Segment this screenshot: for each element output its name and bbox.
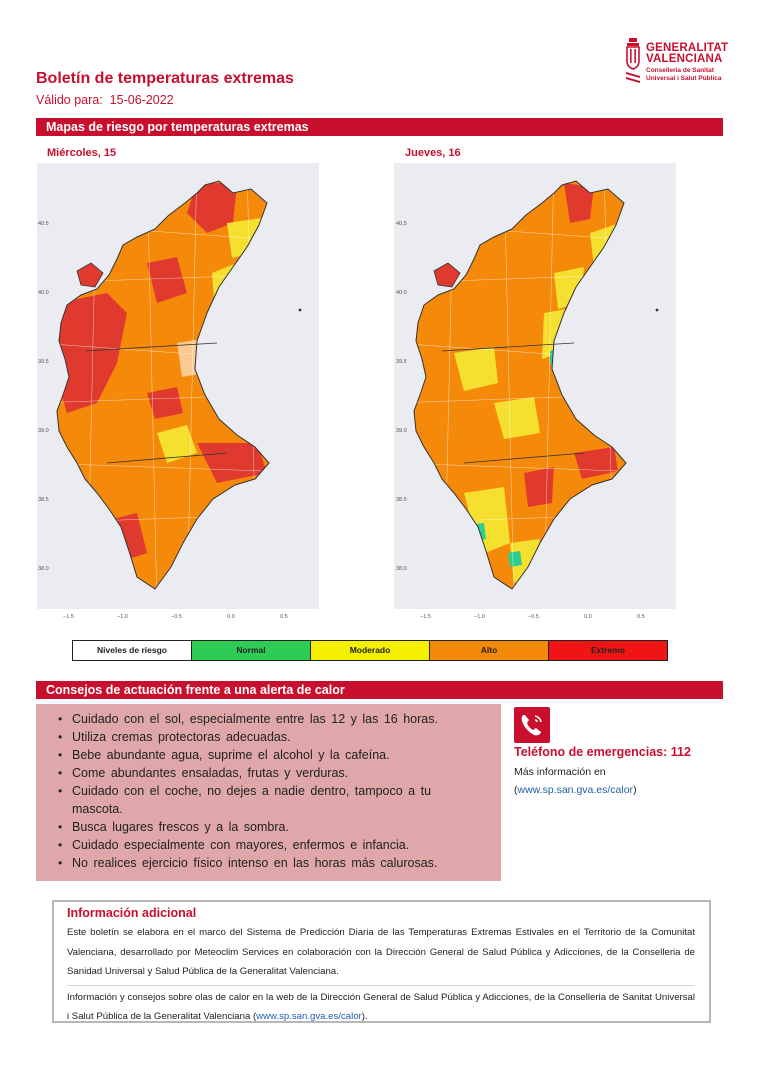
- generalitat-emblem-icon: [624, 38, 642, 84]
- advice-box: [36, 704, 501, 881]
- logo-name-line2: VALENCIANA: [646, 53, 723, 65]
- valid-label: Válido para:: [36, 93, 103, 107]
- maps-section-heading: Mapas de riesgo por temperaturas extremas: [36, 118, 723, 136]
- legend-normal: Normal: [192, 641, 311, 660]
- valid-date-line: [36, 93, 174, 107]
- legend-title: Niveles de riesgo: [73, 641, 192, 660]
- map2-ytick-395: 39.5: [396, 359, 407, 365]
- map2-ytick-390: 39.0: [396, 428, 407, 434]
- legend-moderado: Moderado: [311, 641, 430, 660]
- link-close-paren: ): [633, 784, 637, 796]
- map2-xtick-5: 0.5: [637, 614, 645, 620]
- more-info-link-line: [514, 784, 637, 796]
- calor-web-link[interactable]: www.sp.san.gva.es/calor: [517, 784, 634, 796]
- page-title: Boletín de temperaturas extremas: [36, 70, 294, 87]
- logo-sub-line2: Universal i Salut Pública: [646, 74, 722, 82]
- map2-ytick-405: 40.5: [396, 221, 407, 227]
- map1-xtick-3: −0.5: [171, 614, 182, 620]
- phone-icon: [514, 707, 550, 743]
- map1-ytick-395: 39.5: [38, 359, 49, 365]
- info-divider: [67, 985, 695, 986]
- advice-item: • Bebe abundante agua, suprime el alcohol y la cafeína.: [56, 746, 501, 764]
- map2-ytick-400: 40.0: [396, 290, 407, 296]
- map2-xtick-3: −0.5: [528, 614, 539, 620]
- advice-item: • No realices ejercicio físico intenso en las horas más calurosas.: [56, 854, 501, 872]
- map1-xtick-4: 0.0: [227, 614, 235, 620]
- link-open-paren: (: [514, 784, 518, 796]
- map1-xtick-2: −1.0: [117, 614, 128, 620]
- map-day-label-2: Jueves, 16: [405, 147, 461, 159]
- risk-map-thursday: [394, 163, 676, 609]
- advice-item: • Cuidado con el sol, especialmente entre las 12 y las 16 horas.: [56, 710, 501, 728]
- legend-extremo: Extremo: [549, 641, 667, 660]
- advice-item: • Come abundantes ensaladas, frutas y verduras.: [56, 764, 501, 782]
- risk-map-2-graphic: [394, 163, 676, 609]
- risk-map-wednesday: [37, 163, 319, 609]
- paragraph-2-text: Información y consejos sobre olas de calor en la web de la Dirección General de Salud Pública y Adicciones, de la Conselleria de Sanitat Universal i Salut Pública de la Generalitat Valenciana (: [67, 991, 695, 1022]
- paragraph-2-link[interactable]: www.sp.san.gva.es/calor: [256, 1011, 362, 1022]
- map1-ytick-405: 40.5: [38, 221, 49, 227]
- additional-info-paragraph-1: Este boletín se elabora en el marco del Sistema de Predicción Diaria de las Temperaturas Extremas Estivales en el Territorio de la Comunitat Valenciana, desarrollado por Meteoclim Services en colaboración con la Dirección General de Salud Pública y Adicciones, de la Conselleria de Sanidad Universal y Salud Pública de la Generalitat Valenciana.: [67, 927, 695, 977]
- map-day-label-1: Miércoles, 15: [47, 147, 117, 159]
- map2-ytick-385: 38.5: [396, 497, 407, 503]
- advice-section-heading: Consejos de actuación frente a una alerta de calor: [36, 681, 723, 699]
- map1-ytick-380: 38.0: [38, 566, 49, 572]
- map2-ytick-380: 38.0: [396, 566, 407, 572]
- map2-xtick-4: 0.0: [584, 614, 592, 620]
- generalitat-logo: [624, 38, 744, 88]
- additional-info-box: [52, 900, 711, 1023]
- additional-info-title: Información adicional: [67, 906, 197, 920]
- legend-alto: Alto: [430, 641, 549, 660]
- risk-levels-legend: [72, 640, 668, 661]
- map1-ytick-385: 38.5: [38, 497, 49, 503]
- more-info-text: Más información en: [514, 766, 606, 778]
- additional-info-paragraph-2: [67, 988, 695, 1027]
- valid-date: 15-06-2022: [109, 93, 174, 107]
- advice-item: • Cuidado con el coche, no dejes a nadie dentro, tampoco a tu mascota.: [56, 782, 468, 818]
- map2-xtick-2: −1.0: [474, 614, 485, 620]
- map1-ytick-390: 39.0: [38, 428, 49, 434]
- map1-xtick-5: 0.5: [280, 614, 288, 620]
- logo-sub-line1: Conselleria de Sanitat: [646, 67, 714, 74]
- map2-xtick-1: −1.5: [420, 614, 431, 620]
- advice-item: • Utiliza cremas protectoras adecuadas.: [56, 728, 501, 746]
- map1-xtick-1: −1.5: [63, 614, 74, 620]
- advice-list: [56, 710, 501, 872]
- paragraph-2-end: ).: [361, 1011, 368, 1022]
- logo-name-line1: GENERALITAT: [646, 42, 729, 54]
- emergency-phone-label: Teléfono de emergencias: 112: [514, 745, 691, 759]
- advice-item: • Busca lugares frescos y a la sombra.: [56, 818, 501, 836]
- risk-map-1-graphic: [37, 163, 319, 609]
- advice-item: • Cuidado especialmente con mayores, enfermos e infancia.: [56, 836, 501, 854]
- map1-ytick-400: 40.0: [38, 290, 49, 296]
